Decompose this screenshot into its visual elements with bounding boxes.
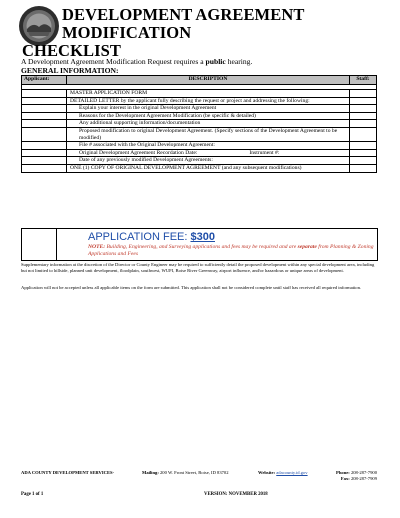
staff-check[interactable] [350,157,377,165]
section-title: GENERAL INFORMATION: [21,66,119,75]
fee-note: NOTE: Building, Engineering, and Surveying applications and fees may be required and are separate from Planning & Zoning Applications and Fees [88,244,374,257]
footer-dept: ADA COUNTY DEVELOPMENT SERVICES- [21,470,115,475]
fee-title: APPLICATION FEE: $300 [88,231,215,243]
col-staff: Staff: [350,76,377,85]
table-row: Reasons for the Development Agreement Modification (be specific & detailed) [22,112,377,120]
applicant-check[interactable] [22,105,67,113]
staff-check[interactable] [350,127,377,141]
staff-check[interactable] [350,105,377,113]
notice-text: Application will not be accepted unless all applicable items on the form are submitted. This application shall not be considered complete until staff has received all required information. [21,285,362,290]
staff-check[interactable] [350,97,377,105]
footer-website: Website: adacounty.id.gov [258,470,308,475]
applicant-check[interactable] [22,127,67,141]
footer-mailing: Mailing: 200 W. Front Street, Boise, ID 83702 [142,470,229,475]
table-row: Explain your interest in the original Development Agreement [22,105,377,113]
title-line-1: DEVELOPMENT AGREEMENT MODIFICATION [62,5,305,42]
staff-check[interactable] [350,164,377,172]
applicant-check[interactable] [22,97,67,105]
table-row: ONE (1) COPY OF ORIGINAL DEVELOPMENT AGREEMENT (and any subsequent modifications) [22,164,377,172]
applicant-check[interactable] [22,149,67,157]
page-title [22,5,392,60]
staff-check[interactable] [350,90,377,98]
footer-fax: Fax: 208-287-7909 [340,476,377,481]
applicant-check[interactable] [22,120,67,128]
col-applicant: Applicant: [22,76,67,85]
intro-text: A Development Agreement Modification Request requires a public hearing. [21,57,253,66]
applicant-check[interactable] [22,90,67,98]
fee-checkbox[interactable] [21,228,57,261]
version-label: VERSION: NOVEMBER 2018 [204,492,268,497]
fee-amount: $300 [190,231,215,243]
checklist-table [21,75,377,173]
table-row: Date of any previously modified Development Agreements: [22,157,377,165]
col-description: DESCRIPTION [67,76,350,85]
website-link[interactable]: adacounty.id.gov [276,470,308,475]
applicant-check[interactable] [22,112,67,120]
staff-check[interactable] [350,142,377,150]
applicant-check[interactable] [22,142,67,150]
table-row: Proposed modification to original Development Agreement. (Specify sections of the Development Agreement to be modified) [22,127,377,141]
applicant-check[interactable] [22,157,67,165]
table-row: Original Development Agreement Recordation Date: Instrument #: [22,149,377,157]
footer-phone: Phone: 208-287-7900 [336,470,377,475]
table-row: DETAILED LETTER by the applicant fully describing the request or project and addressing the following: [22,97,377,105]
staff-check[interactable] [350,112,377,120]
applicant-check[interactable] [22,164,67,172]
page-number: Page 1 of 1 [21,492,44,497]
title-line-2: CHECKLIST [22,41,122,60]
footer [21,470,377,486]
staff-check[interactable] [350,149,377,157]
table-row: File # associated with the Original Development Agreement: [22,142,377,150]
table-row: MASTER APPLICATION FORM [22,90,377,98]
staff-check[interactable] [350,120,377,128]
supplementary-text: Supplementary information at the discretion of the Director or County Engineer may be required to sufficiently detail the proposed development within any special development area, including but not limited to hillside, planned unit development, floodplain, southwest, WUFI, Boise River Greenway, airport influence, and/or hazardous or unique areas of development. [21,262,375,273]
table-row: Any additional supporting information/documentation [22,120,377,128]
